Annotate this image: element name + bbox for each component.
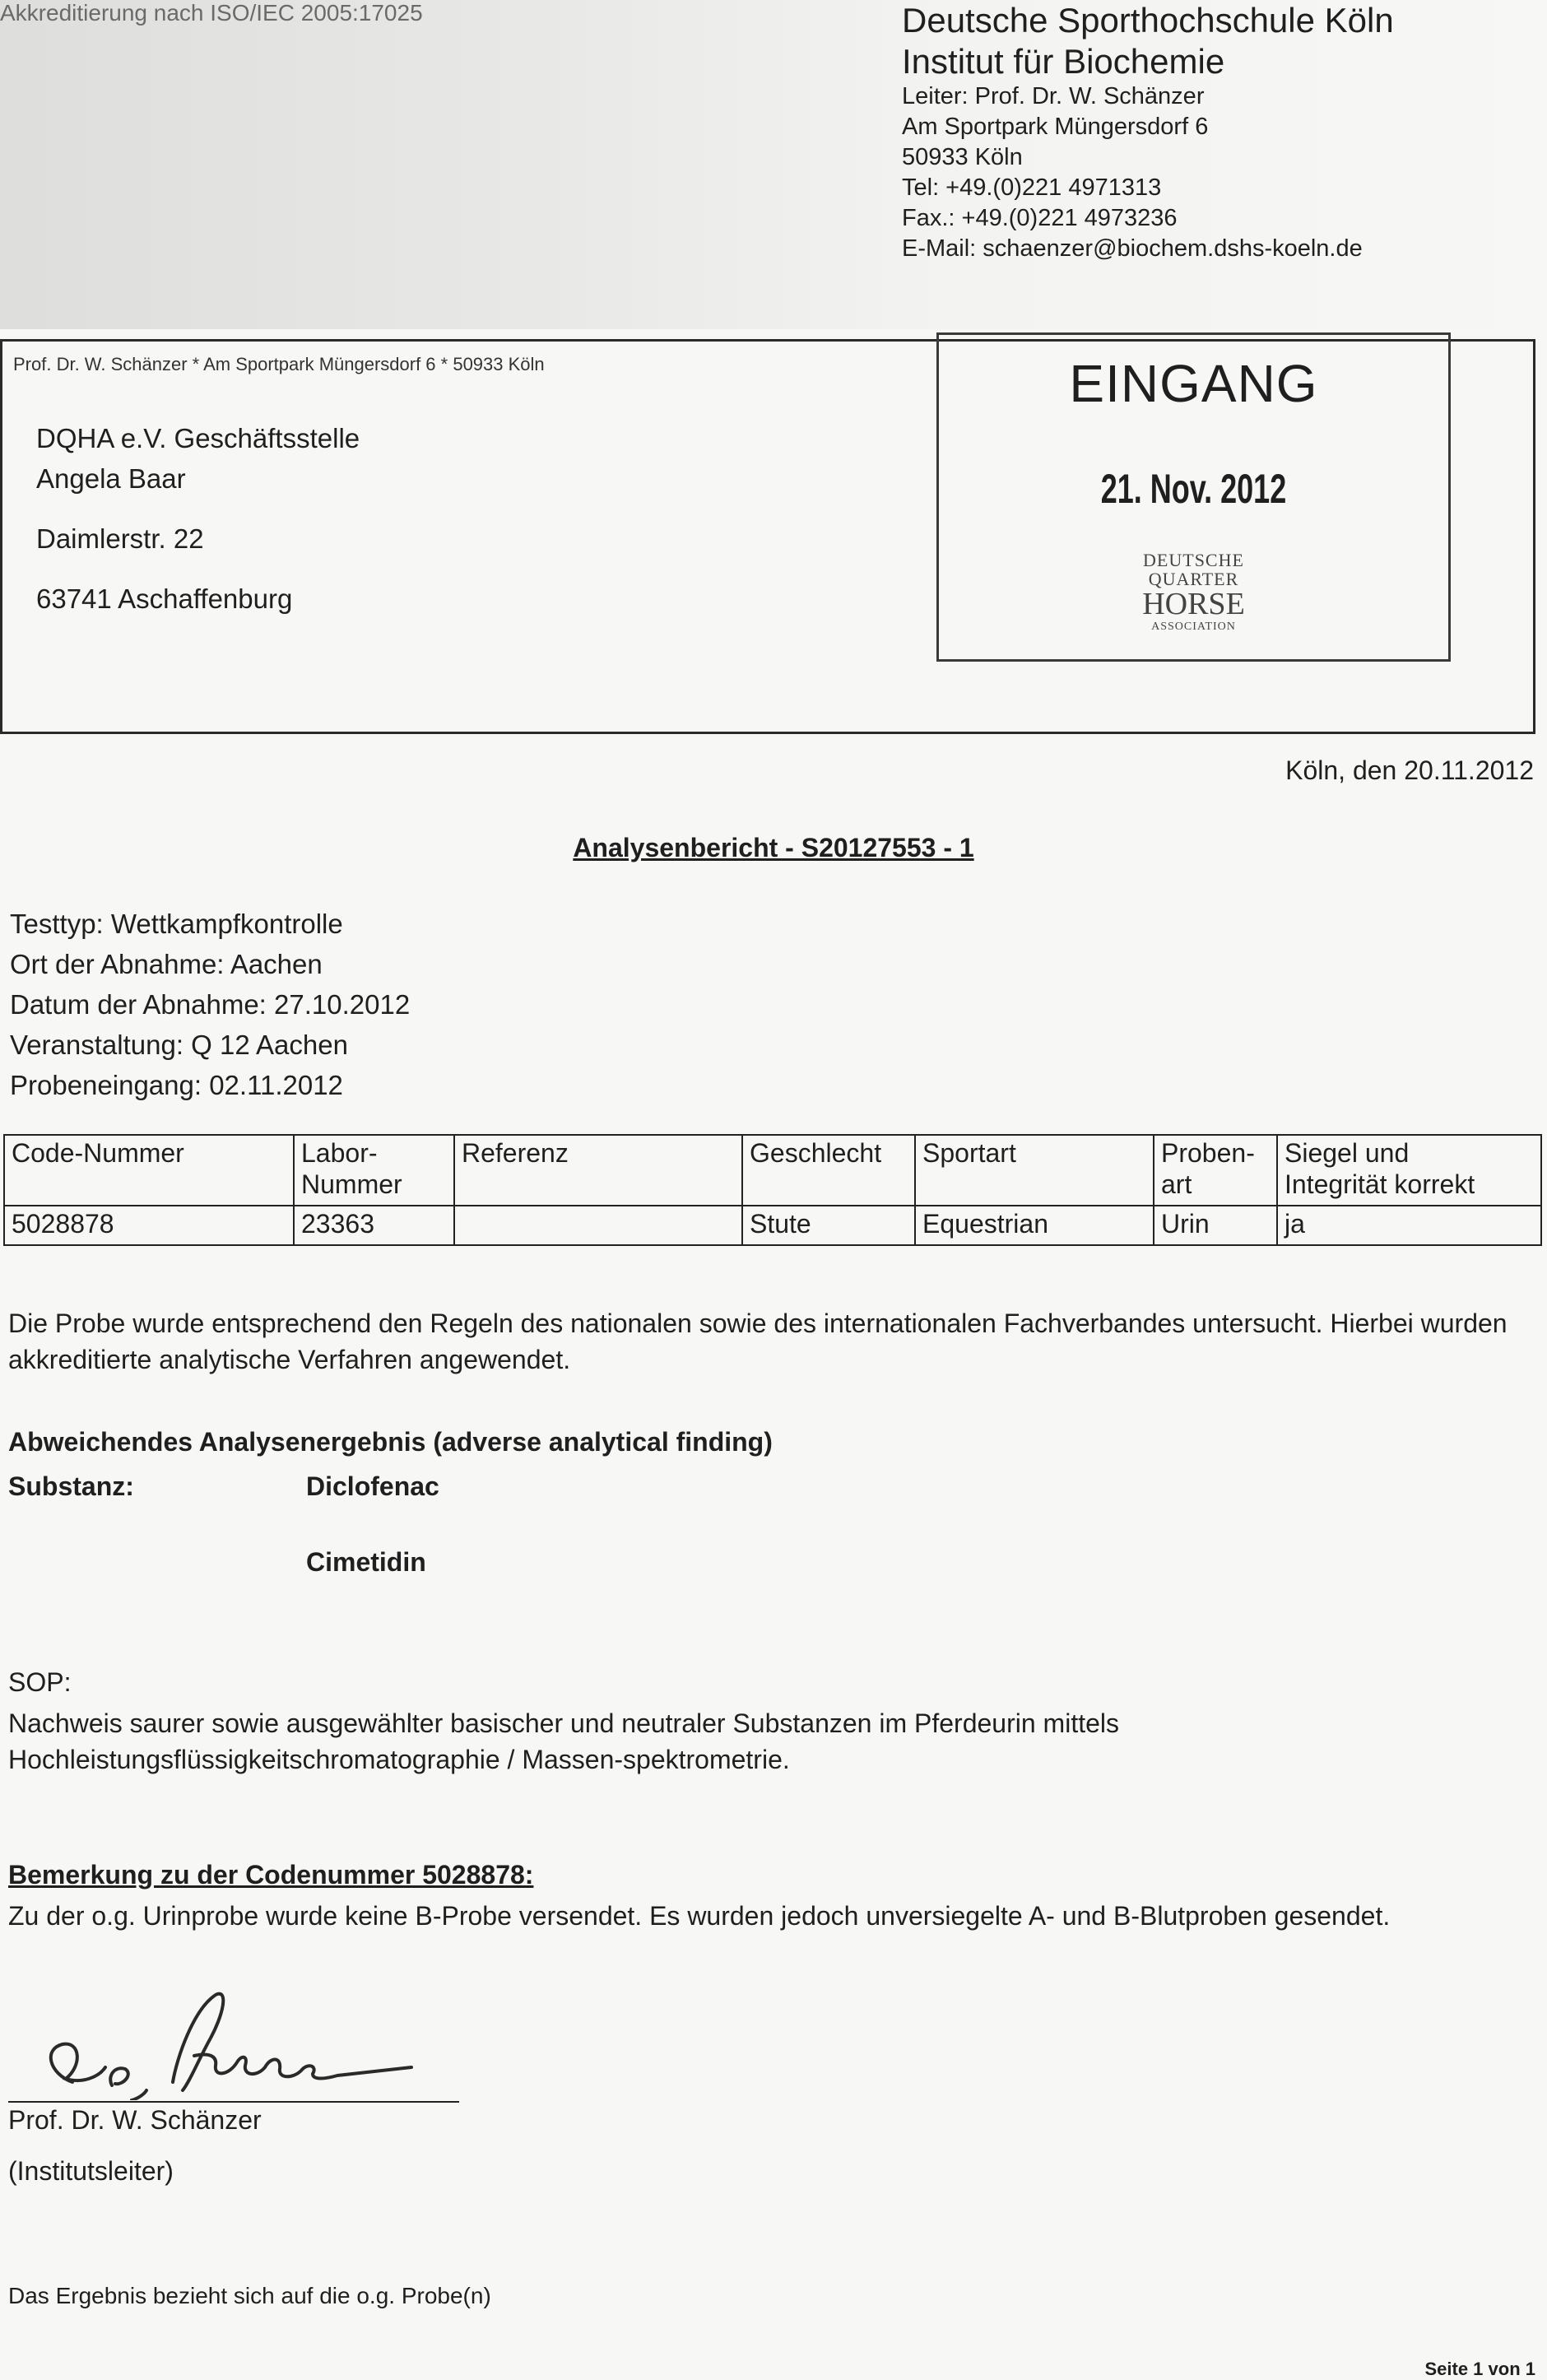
signer-name: Prof. Dr. W. Schänzer — [8, 2105, 262, 2135]
table-cell: Equestrian — [915, 1206, 1154, 1245]
meta-location: Ort der Abnahme: Aachen — [10, 949, 323, 979]
substance-1: Diclofenac — [306, 1471, 439, 1501]
recipient-street: Daimlerstr. 22 — [36, 523, 204, 554]
table-cell — [454, 1206, 742, 1245]
substance-label: Substanz: — [8, 1471, 134, 1501]
sop-heading: SOP: — [8, 1667, 72, 1697]
signer-role: (Institutsleiter) — [8, 2156, 174, 2186]
recipient-city: 63741 Aschaffenburg — [36, 583, 293, 614]
stamp-label: EINGANG — [1069, 354, 1318, 413]
remark-text: Zu der o.g. Urinprobe wurde keine B-Probe versendet. Es wurden jedoch unversiegelte A- und B-Blutproben gesendet. — [8, 1901, 1391, 1931]
sop-text: Nachweis saurer sowie ausgewählter basischer und neutraler Substanzen im Pferdeurin mittels Hochleistungsflüssigkeitschromatographie / Massen-spektrometrie. — [8, 1708, 1119, 1774]
institute-street: Am Sportpark Müngersdorf 6 — [902, 114, 1209, 141]
footer-note: Das Ergebnis bezieht sich auf die o.g. Probe(n) — [8, 2283, 491, 2308]
table-cell: ja — [1277, 1206, 1541, 1245]
table-row — [4, 1206, 1541, 1245]
meta-event: Veranstaltung: Q 12 Aachen — [10, 1030, 348, 1060]
substance-2: Cimetidin — [306, 1547, 426, 1577]
institute-head: Leiter: Prof. Dr. W. Schänzer — [902, 83, 1205, 110]
procedure-paragraph: Die Probe wurde entsprechend den Regeln des nationalen sowie des internationalen Fachverbandes untersucht. Hierbei wurden akkreditierte analytische Verfahren angewendet. — [8, 1309, 1508, 1374]
table-header-cell: Proben- art — [1154, 1135, 1277, 1206]
receipt-stamp — [936, 332, 1451, 662]
meta-collection-date: Datum der Abnahme: 27.10.2012 — [10, 989, 411, 1020]
page-number: Seite 1 von 1 — [1424, 2359, 1535, 2379]
stamp-date: 21. Nov. 2012 — [1100, 466, 1287, 512]
table-header-cell: Labor- Nummer — [294, 1135, 454, 1206]
signature-line — [8, 2101, 459, 2103]
sender-line: Prof. Dr. W. Schänzer * Am Sportpark Müngersdorf 6 * 50933 Köln — [13, 354, 545, 374]
institute-name: Deutsche Sporthochschule Köln — [902, 1, 1394, 40]
meta-receipt: Probeneingang: 02.11.2012 — [10, 1070, 343, 1100]
report-title: Analysenbericht - S20127553 - 1 — [573, 833, 974, 862]
remark-heading: Bemerkung zu der Codenummer 5028878: — [8, 1860, 534, 1890]
date-line: Köln, den 20.11.2012 — [1285, 755, 1534, 785]
table-cell: 23363 — [294, 1206, 454, 1245]
recipient-address — [36, 418, 360, 619]
logo-line-2: QUARTER — [1148, 569, 1239, 590]
institute-letterhead — [902, 0, 1394, 264]
sample-metadata — [10, 904, 410, 1105]
accreditation-note: Akkreditierung nach ISO/IEC 2005:17025 — [0, 0, 423, 26]
table-cell: Stute — [742, 1206, 915, 1245]
table-header-row — [4, 1135, 1541, 1206]
table-header-cell: Sportart — [915, 1135, 1154, 1206]
institute-tel: Tel: +49.(0)221 4971313 — [902, 174, 1162, 202]
table-header-cell: Siegel und Integrität korrekt — [1277, 1135, 1541, 1206]
table-header-cell: Geschlecht — [742, 1135, 915, 1206]
table-cell: 5028878 — [4, 1206, 294, 1245]
table-header-cell: Code-Nummer — [4, 1135, 294, 1206]
recipient-person: Angela Baar — [36, 463, 186, 494]
institute-department: Institut für Biochemie — [902, 41, 1225, 81]
institute-fax: Fax.: +49.(0)221 4973236 — [902, 205, 1178, 232]
table-cell: Urin — [1154, 1206, 1277, 1245]
meta-test-type: Testtyp: Wettkampfkontrolle — [10, 909, 343, 939]
logo-line-3: HORSE — [1142, 587, 1245, 622]
handwritten-signature — [33, 1977, 428, 2100]
recipient-org: DQHA e.V. Geschäftsstelle — [36, 423, 360, 453]
finding-heading: Abweichendes Analysenergebnis (adverse analytical finding) — [8, 1427, 773, 1457]
sample-table — [3, 1134, 1542, 1246]
institute-city: 50933 Köln — [902, 144, 1023, 171]
table-header-cell: Referenz — [454, 1135, 742, 1206]
dqha-logo — [939, 551, 1448, 634]
institute-email: E-Mail: schaenzer@biochem.dshs-koeln.de — [902, 235, 1363, 263]
logo-line-4: ASSOCIATION — [1151, 621, 1236, 634]
logo-line-1: DEUTSCHE — [1143, 550, 1244, 570]
